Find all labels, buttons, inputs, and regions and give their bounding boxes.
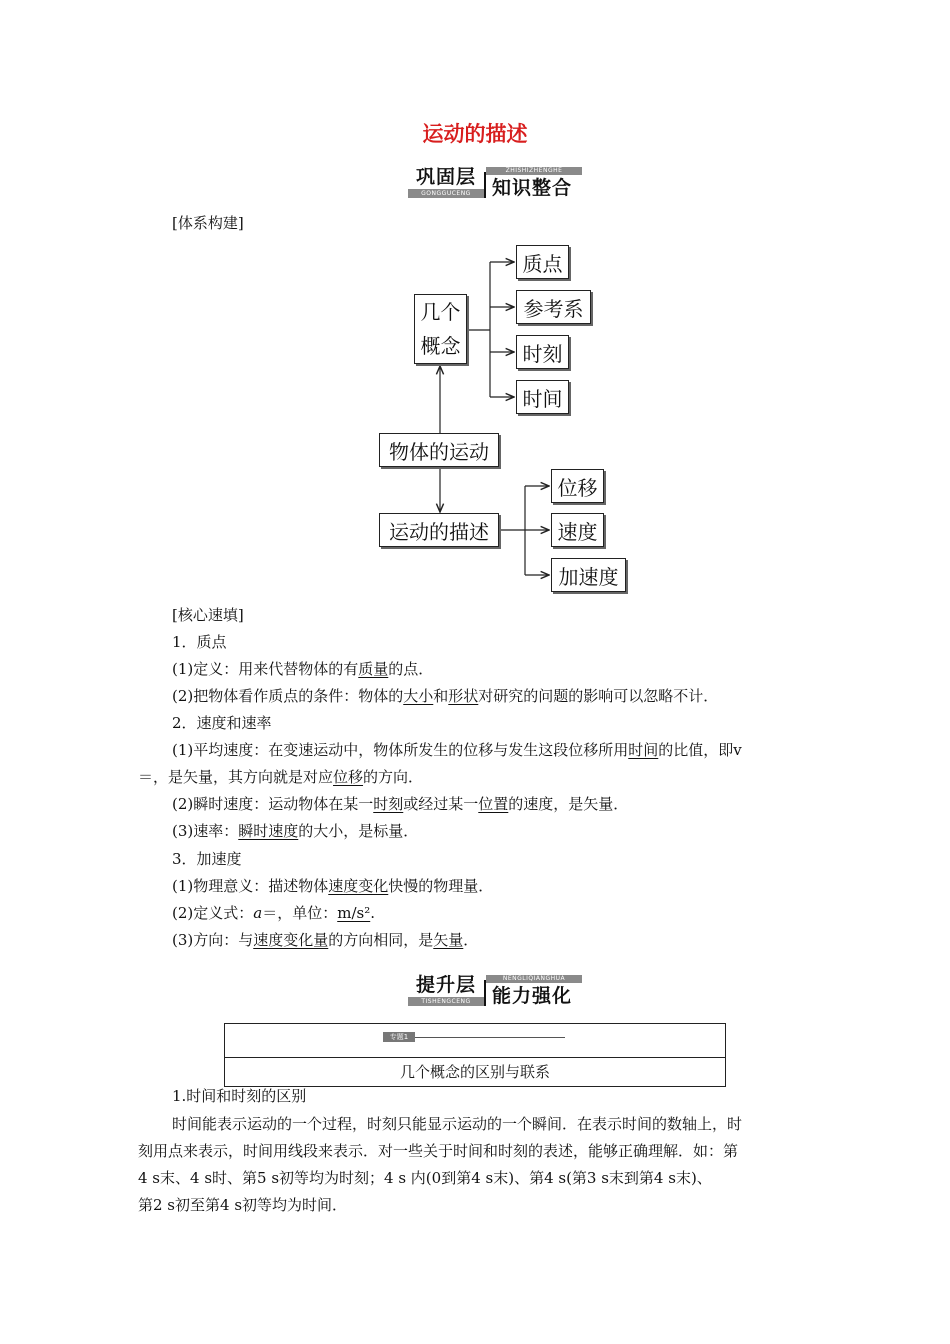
line-acceleration-meaning: (1)物理意义：描述物体速度变化快慢的物理量． (172, 877, 494, 895)
banner-sub-label: 能力强化 (492, 985, 573, 1007)
concept-item-moment: 时刻 (516, 335, 569, 369)
banner-main-label: 提升层 (415, 974, 476, 996)
concept-item-time: 时间 (516, 380, 569, 414)
banner-main-pinyin: TISHENGCENG (408, 997, 484, 1006)
body-paragraph-line-2: 刻用点来表示，时间用线段来表示．对一些关于时间和时刻的表述，能够正确理解．如：第 (138, 1142, 739, 1160)
concepts-line-1: 几个 (420, 300, 461, 324)
concepts-line-2: 概念 (420, 334, 461, 358)
banner-main-pinyin: GONGGUCENG (408, 189, 484, 198)
heading-acceleration: 3．加速度 (172, 850, 242, 868)
topic-title: 几个概念的区别与联系 (399, 1063, 550, 1081)
body-paragraph-line-4: 第2 s初至第4 s初等均为时间． (138, 1196, 348, 1214)
line-average-velocity-cont: ＝，是矢量，其方向就是对应位移的方向． (138, 768, 424, 786)
line-speed: (3)速率：瞬时速度的大小，是标量． (172, 822, 419, 840)
banner-sub-label: 知识整合 (492, 177, 573, 199)
body-heading: 1.时间和时刻的区别 (172, 1087, 307, 1105)
topic-box (224, 1023, 726, 1087)
banner-sub-pinyin: NENGLIQIANGHUA (486, 975, 582, 983)
section-structure-heading: [体系构建] (172, 214, 244, 232)
heading-particle: 1．质点 (172, 633, 227, 651)
description-item-displacement: 位移 (551, 469, 604, 503)
line-acceleration-formula: (2)定义式：a＝，单位：m/s². (172, 904, 375, 922)
body-paragraph-line-1: 时间能表示运动的一个过程，时刻只能显示运动的一个瞬间．在表示时间的数轴上，时 (172, 1115, 743, 1133)
line-particle-definition: (1)定义：用来代替物体的有质量的点． (172, 660, 434, 678)
description-item-velocity: 速度 (551, 513, 604, 547)
body-paragraph-line-3: 4 s末、4 s时、第5 s初等均为时刻；4 s 内(0到第4 s末)、第4 s(第3 s末到第4 s末)、 (138, 1169, 712, 1187)
line-average-velocity: (1)平均速度：在变速运动中，物体所发生的位移与发生这段位移所用时间的比值，即v (172, 741, 742, 759)
center-box-motion: 物体的运动 (379, 433, 499, 467)
heading-velocity: 2．速度和速率 (172, 714, 272, 732)
section-banner-improvement (408, 974, 584, 1008)
banner-main-label: 巩固层 (415, 166, 476, 188)
line-acceleration-direction: (3)方向：与速度变化量的方向相同，是矢量． (172, 931, 479, 949)
section-core-heading: [核心速填] (172, 606, 244, 624)
banner-sub-pinyin: ZHISHIZHENGHE (486, 167, 582, 175)
page-title: 运动的描述 (422, 122, 528, 146)
concept-item-particle: 质点 (516, 245, 569, 279)
description-item-acceleration: 加速度 (551, 558, 626, 592)
description-box: 运动的描述 (379, 513, 499, 547)
topic-tag: 专题1 (383, 1032, 415, 1042)
line-instant-velocity: (2)瞬时速度：运动物体在某一时刻或经过某一位置的速度，是矢量． (172, 795, 629, 813)
line-particle-condition: (2)把物体看作质点的条件：物体的大小和形状对研究的问题的影响可以忽略不计． (172, 687, 719, 705)
concepts-box (414, 294, 467, 364)
concept-item-reference-frame: 参考系 (516, 290, 591, 324)
